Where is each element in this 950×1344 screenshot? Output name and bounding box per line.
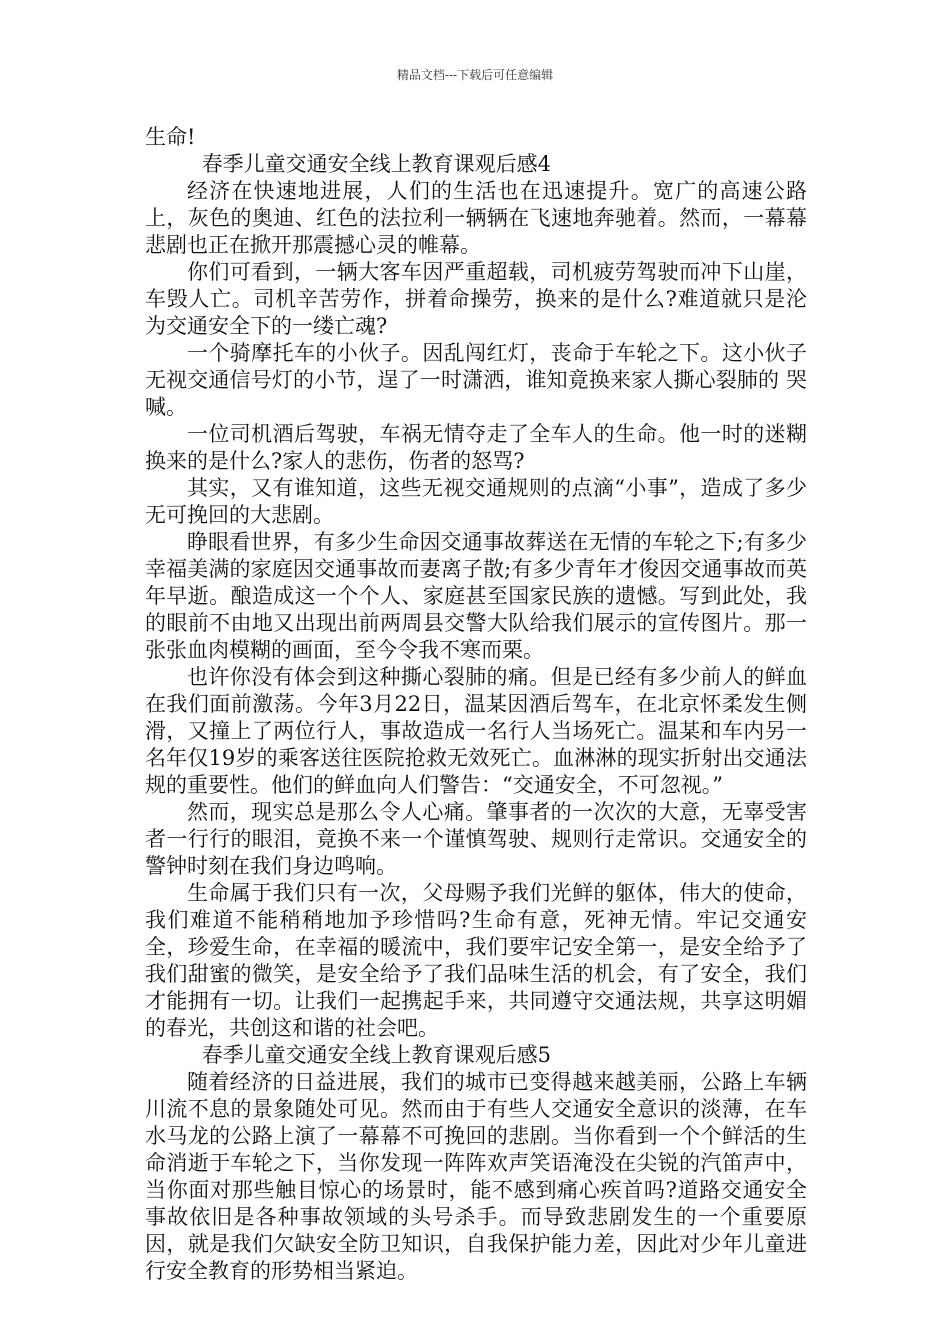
section-title: 春季儿童交通安全线上教育课观后感4	[201, 152, 552, 176]
paragraph: 生命属于我们只有一次，父母赐予我们光鲜的躯体，伟大的使命，我们难道不能稍稍地加予珍惜吗?生命有意，死神无情。牢记交通安全，珍爱生命，在幸福的暖流中，我们要牢记安全第一，是安全给予了我们甜蜜的微笑，是安全给予了我们品味生活的机会，有了安全，我们才能拥有一切。让我们一起携起手来，共同遵守交通法规，共享这明媚的春光，共创这和谐的社会吧。	[145, 881, 807, 1040]
paragraph: 其实，又有谁知道，这些无视交通规则的点滴“小事”，造成了多少无可挽回的大悲剧。	[145, 476, 807, 527]
paragraph: 经济在快速地进展，人们的生活也在迅速提升。宽广的高速公路上，灰色的奥迪、红色的法拉利一辆辆在飞速地奔驰着。然而，一幕幕悲剧也正在掀开那震撼心灵的帷幕。	[145, 179, 807, 257]
paragraph: 一位司机酒后驾驶，车祸无情夺走了全车人的生命。他一时的迷糊换来的是什么?家人的悲伤，伤者的怒骂?	[145, 422, 807, 473]
section-title: 春季儿童交通安全线上教育课观后感5	[201, 1043, 552, 1067]
paragraph: 也许你没有体会到这种撕心裂肺的痛。但是已经有多少前人的鲜血在我们面前激荡。今年3月22日，温某因酒后驾车，在北京怀柔发生侧滑，又撞上了两位行人，事故造成一名行人当场死亡。温某和车内另一名年仅19岁的乘客送往医院抢救无效死亡。血淋淋的现实折射出交通法规的重要性。他们的鲜血向人们警告：“交通安全，不可忽视。”	[145, 665, 807, 797]
page-header: 精品文档---下载后可任意编辑	[396, 68, 554, 82]
document-body	[145, 124, 807, 1285]
carryover-text: 生命!	[145, 125, 196, 149]
paragraph: 你们可看到，一辆大客车因严重超载，司机疲劳驾驶而冲下山崖，车毁人亡。司机辛苦劳作，拼着命操劳，换来的是什么?难道就只是沦为交通安全下的一缕亡魂?	[145, 260, 807, 338]
paragraph: 随着经济的日益进展，我们的城市已变得越来越美丽，公路上车辆川流不息的景象随处可见。然而由于有些人交通安全意识的淡薄，在车水马龙的公路上演了一幕幕不可挽回的悲剧。当你看到一个个鲜活的生命消逝于车轮之下，当你发现一阵阵欢声笑语淹没在尖锐的汽笛声中，当你面对那些触目惊心的场景时，能不感到痛心疾首吗?道路交通安全事故依旧是各种事故领域的头号杀手。而导致悲剧发生的一个重要原因，就是我们欠缺安全防卫知识，自我保护能力差，因此对少年儿童进行安全教育的形势相当紧迫。	[145, 1070, 807, 1283]
paragraph: 睁眼看世界，有多少生命因交通事故葬送在无情的车轮之下;有多少幸福美满的家庭因交通事故而妻离子散;有多少青年才俊因交通事故而英年早逝。酿造成这一个个人、家庭甚至国家民族的遗憾。写到此处，我的眼前不由地又出现出前两周县交警大队给我们展示的宣传图片。那一张张血肉模糊的画面，至今令我不寒而栗。	[145, 530, 807, 662]
paragraph: 一个骑摩托车的小伙子。因乱闯红灯，丧命于车轮之下。这小伙子无视交通信号灯的小节，逞了一时潇洒，谁知竟换来家人撕心裂肺的 哭喊。	[145, 341, 807, 419]
paragraph: 然而，现实总是那么令人心痛。肇事者的一次次的大意，无辜受害者一行行的眼泪，竟换不来一个谨慎驾驶、规则行走常识。交通安全的警钟时刻在我们身边鸣响。	[145, 800, 807, 878]
